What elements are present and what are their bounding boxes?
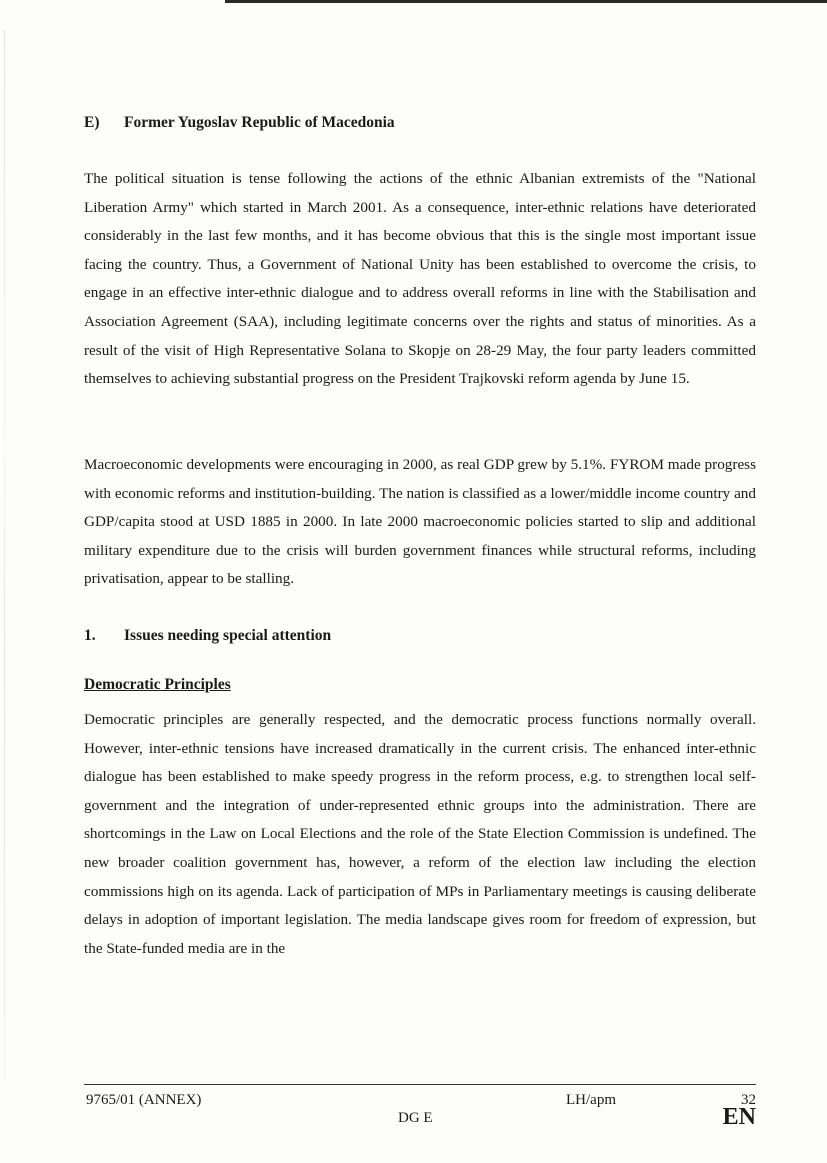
section-number: E) (84, 114, 100, 131)
top-rule (225, 0, 827, 3)
footer-page-number: 32 (741, 1092, 756, 1108)
topic-heading: Democratic Principles (84, 676, 231, 693)
paragraph-macroeconomic: Macroeconomic developments were encouraging in 2000, as real GDP grew by 5.1%. FYROM made progress with economic reforms and institution-building. The nation is classified as a lower/middle income country and GDP/capita stood at USD 1885 in 2000. In late 2000 macroeconomic policies started to slip and additional military expenditure due to the crisis will burden government finances while structural reforms, including privatisation, appear to be stalling. (84, 456, 756, 588)
paragraph-democratic-principles: Democratic principles are generally respected, and the democratic process functions normally overall. However, inter-ethnic tensions have increased dramatically in the current crisis. The enhanced inter-ethnic dialogue has been established to make speedy progress in the reform process, e.g. to strengthen local self-government and the integration of under-represented ethnic groups into the administration. There are shortcomings in the Law on Local Elections and the role of the State Election Commission is undefined. The new broader coalition government has, however, a reform of the election law including the election commissions high on its agenda. Lack of participation of MPs in Parliamentary meetings is causing deliberate delays in adoption of important legislation. The media landscape gives room for freedom of expression, but the State-funded media are in the (84, 711, 756, 957)
paragraph-political-situation: The political situation is tense following the actions of the ethnic Albanian extremists of the "National Liberation Army" which started in March 2001. As a consequence, inter-ethnic relations have deteriorated considerably in the last few months, and it has become obvious that this is the single most important issue facing the country. Thus, a Government of National Unity has been established to overcome the crisis, to engage in an effective inter-ethnic dialogue and to address overall reforms in line with the Stabilisation and Association Agreement (SAA), including legitimate concerns over the rights and status of minorities. As a result of the visit of High Representative Solana to Skopje on 28-29 May, the four party leaders committed themselves to achieving substantial progress on the President Trajkovski reform agenda by June 15. (84, 170, 756, 388)
subsection-title: Issues needing special attention (124, 627, 332, 644)
footer-doc-ref: 9765/01 (ANNEX) (86, 1092, 202, 1108)
section-title: Former Yugoslav Republic of Macedonia (124, 114, 395, 131)
subsection-heading (84, 627, 331, 645)
subsection-number: 1. (84, 627, 96, 644)
footer-language: EN (722, 1104, 756, 1130)
scan-edge (4, 30, 5, 1080)
footer-dg: DG E (398, 1110, 433, 1126)
footer-rule (84, 1084, 756, 1085)
footer-initials: LH/apm (566, 1092, 616, 1108)
section-heading (84, 114, 395, 132)
